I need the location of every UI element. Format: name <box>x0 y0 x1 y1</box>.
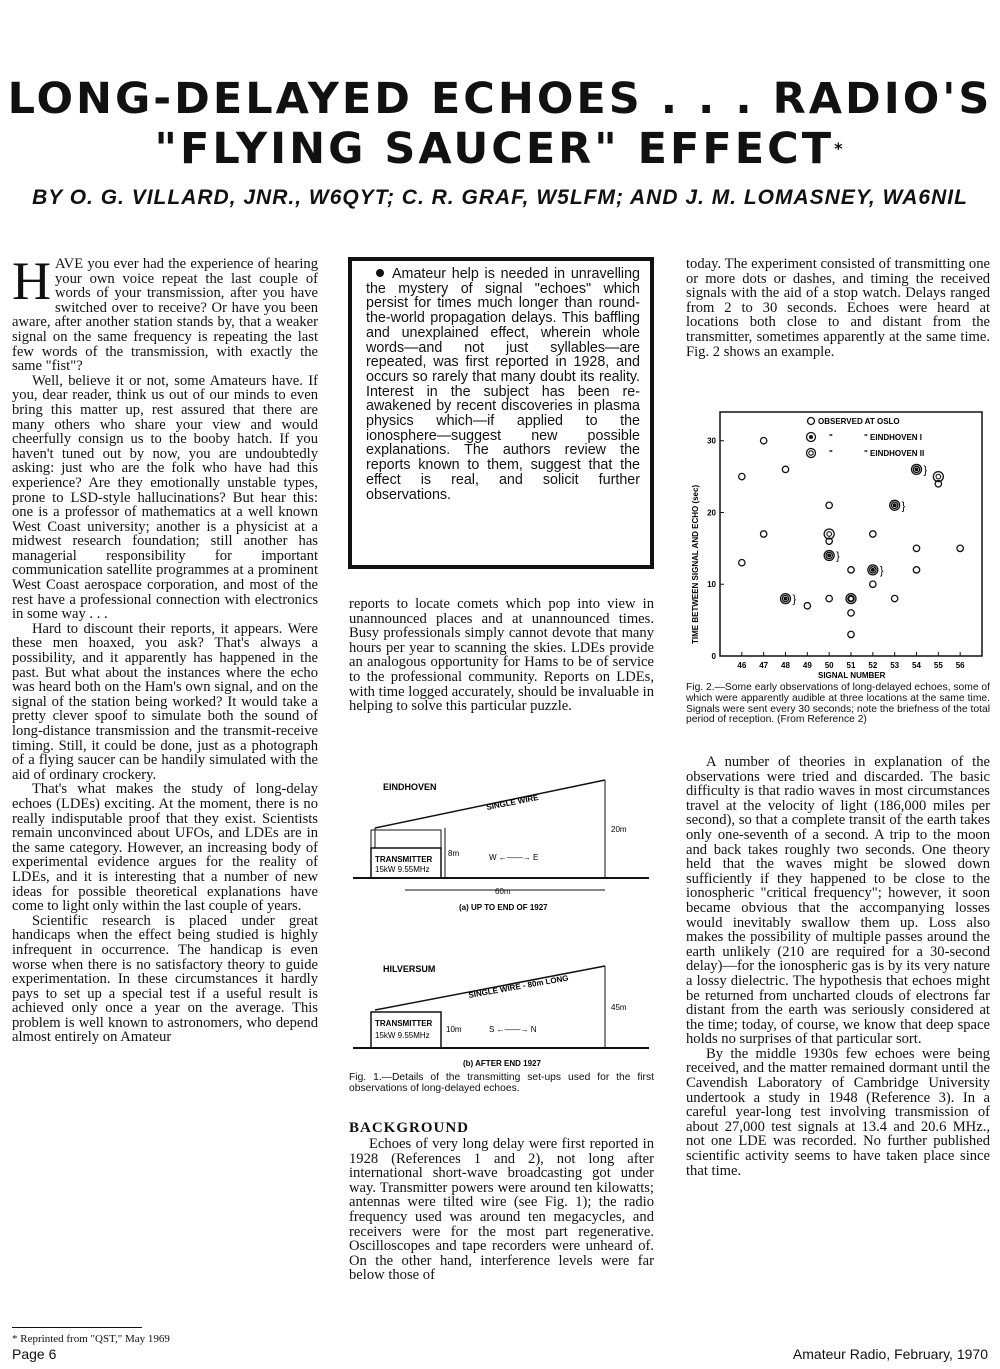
fig1b-tx-spec: 15kW 9.55MHz <box>375 1031 430 1040</box>
oslo-point <box>913 545 919 551</box>
oslo-point <box>804 603 810 609</box>
legend-e2-ditto: " <box>829 449 833 458</box>
x-tick-label: 56 <box>955 661 965 670</box>
oslo-point <box>826 502 832 508</box>
grouping-brace: } <box>901 500 906 513</box>
oslo-point <box>848 631 854 637</box>
fig1b-tx-label: TRANSMITTER <box>375 1019 433 1028</box>
col1-para-4: That's what makes the study of long-delay echoes (LDEs) exciting. At the moment, there is no really indisputable proof that they exist. Scientists remain unconvinced about UFOs, and LDEs are in the same category. However, an increasing body of experimental evidence argues for the reality of LDEs, and it is interesting that a number of new ideas for possible theoretical explanations have come to light only within the last couple of years. <box>12 781 318 915</box>
eindhoven-1-point-dot <box>893 503 897 507</box>
article-title-line-2-text: "FLYING SAUCER" EFFECT <box>154 124 835 174</box>
col3-para-2: A number of theories in explanation of the observations were tried and discarded. The basic difficulty is that radio waves in most circumstances travel at the velocity of light (186,000 miles per second), so that a complete transit of the earth takes only one-seventh of a second. A trip to the moon and back takes roughly two seconds. One theory held that the waves might be slowed down sufficiently if they happened to be close to the ionospheric "critical frequency"; however, it soon became obvious that the accompanying losses would inevitably swallow them up. Loss also makes the possibility of multiple passes around the earth unlikely (210 are required for a 30-second delay)—for the ionospheric gas is by its very nature a lossy dielectric. The hypothesis that echoes might be returned from uncharted clouds of electrons far distant from the earth was seriously considered at the time; today, of course, we know that deep space holds no surprises of that particular sort. <box>686 754 990 1048</box>
grouping-brace: } <box>836 550 840 563</box>
chart-ylabel: TIME BETWEEN SIGNAL AND ECHO (sec) <box>691 484 700 644</box>
fig1b-h-high: 45m <box>611 1003 627 1012</box>
eindhoven-1-point-dot <box>915 467 919 471</box>
column-2-bottom <box>349 1137 654 1283</box>
x-tick-label: 53 <box>890 661 900 670</box>
footnote: * Reprinted from "QST," May 1969 <box>12 1333 170 1345</box>
eindhoven-1-point-dot <box>827 554 831 558</box>
oslo-point <box>782 466 788 472</box>
eindhoven-1-point-dot <box>871 568 875 572</box>
x-tick-label: 55 <box>933 661 943 670</box>
eindhoven-1-point-dot <box>784 597 788 601</box>
legend-oslo-marker <box>808 418 815 425</box>
y-tick-label: 20 <box>707 508 716 518</box>
col2-para-1: reports to locate comets which pop into view in unannounced places and at unannounced times. Busy professionals simply cannot devote that many hours per year to scanning the skies. LDEs provide an analogous opportunity for Hams to be of service to the professional community. Reports on LDEs, with time logged accurately, should be invaluable in helping to solve this particular puzzle. <box>349 596 654 715</box>
legend-oslo: OBSERVED AT OSLO <box>818 417 900 426</box>
article-title-line-1: LONG-DELAYED ECHOES . . . RADIO'S <box>7 74 993 124</box>
x-tick-label: 51 <box>846 661 856 670</box>
column-2-top <box>349 597 654 714</box>
oslo-point <box>760 438 766 444</box>
fig1b-place: HILVERSUM <box>383 964 436 974</box>
legend-e2-marker-outer <box>807 449 816 458</box>
x-tick-label: 46 <box>737 661 747 670</box>
col3-para-1: today. The experiment consisted of transmitting one or more dots or dashes, and timing the received signals with the aid of a stop watch. Delays ranged from 2 to 30 seconds. Echoes were heard at locations both close to and distant from the transmitter, sometimes apparently at the same time. Fig. 2 shows an example. <box>686 256 990 360</box>
oslo-point <box>870 531 876 537</box>
col3-para-3: By the middle 1930s few echoes were being received, and the matter remained dormant until the Cavendish Laboratory of Cambridge University undertook a study in 1948 (Reference 3). In a careful year-long test involving transmission of about 27,000 test signals at 13.4 and 20.6 MHz., not one LDE was recorded. No further published scientific activity seems to have taken place since that time. <box>686 1045 990 1179</box>
fig1a-sub: (a) UP TO END OF 1927 <box>459 903 548 912</box>
col1-para-1-text: AVE you ever had the experience of hearing your own voice repeat the last couple of words of your transmission, after you have switched over to receive? Or have you been aware, after another station stands by, that a weaker signal on the same frequency is repeating the last few words of the transmission, with exactly the same "fist"? <box>12 256 318 375</box>
x-tick-label: 54 <box>912 661 921 670</box>
col1-para-1 <box>12 251 318 375</box>
fig1b-h-low: 10m <box>446 1025 462 1034</box>
oslo-point <box>848 567 854 573</box>
x-tick-label: 47 <box>759 661 769 670</box>
fig1b-sub: (b) AFTER END 1927 <box>463 1059 541 1068</box>
article-title-line-2 <box>0 124 1000 174</box>
oslo-point <box>826 595 832 601</box>
fig1a-building <box>371 830 441 848</box>
column-1 <box>12 251 318 1046</box>
summary-text: Amateur help is needed in unravelling the mystery of signal "echoes" which persist for times much longer than round-the-world propagation delays. This baffling and unexplained effect, wherein whole words—and not just syllables—are repeated, was first reported in 1928, and occurs so rarely that many doubt its reality. Interest in the subject has been re-awakened by recent discoveries in plasma physics which—if applied to the ionosphere—suggest new possible explanations. The authors review the reports known to them, suggest that the effect is real, and solicit further observations. <box>366 266 640 503</box>
fig1b-transmitter-box <box>371 1012 441 1048</box>
y-tick-label: 30 <box>707 436 716 446</box>
col1-para-5: Scientific research is placed under great handicaps when the effect being studied is highly infrequent in occurrence. The handicap is even worse when there is no satisfactory theory to guide experimentation. In these circumstances it hardly pays to set up a special test if a useful result is achieved only once a year on the average. This problem is well known to astronomers, who depend almost entirely on Amateur <box>12 912 318 1046</box>
legend-e2: " EINDHOVEN II <box>864 449 925 458</box>
eindhoven-2-point-inner <box>936 474 941 479</box>
oslo-point <box>870 581 876 587</box>
figure-1-caption: Fig. 1.—Details of the transmitting set-ups used for the first observations of long-delayed echoes. <box>349 1072 654 1094</box>
col1-para-2: Well, believe it or not, some Amateurs have. If you, dear reader, think us out of our minds to even bring this matter up, rest assured that there are many others who share your view and would cheerfully consign us to the booby hatch. If you haven't tuned out by now, you are undoubtedly asking: just who are the folk who have had this experience? Are they emotionally unstable types, prone to LSD-style hallucinations? But hear this: one is a professor of mathematics at a well known West Coast university; another is a physicist at a midwest research foundation; still another has managerial responsibility for important communication satellite programmes at a prominent West Coast aerospace corporation, and most of the rest have a professional connection with electronics in some way . . . <box>12 372 318 623</box>
title-footnote-mark: * <box>834 139 846 158</box>
x-tick-label: 49 <box>802 661 812 670</box>
legend-e1-marker-inner <box>809 435 813 439</box>
eindhoven-2-point-inner <box>849 596 854 601</box>
summary-box <box>348 257 654 569</box>
bullet-icon <box>376 269 384 277</box>
oslo-point <box>891 595 897 601</box>
fig1b-wire-label: SINGLE WIRE - 80m LONG <box>467 973 570 1000</box>
x-tick-label: 52 <box>868 661 878 670</box>
legend-e1-ditto: " <box>829 433 833 442</box>
chart-xlabel: SIGNAL NUMBER <box>818 671 886 680</box>
col1-para-3: Hard to discount their reports, it appears. Were these men hoaxed, you ask? That's always a possibility, and it apparently has happened in the past. But what about the instances where the echo was heard both on the Ham's own signal, and on the signal of the station being worked? It would take a pretty clever spoof to simulate both the sound of long-distance transmission and the transmit-receive timing. Still, it could be done, just as a photograph of a flying saucer can be handily simulated with the aid of ordinary crockery. <box>12 620 318 783</box>
fig1a-wire-label: SINGLE WIRE <box>485 793 540 812</box>
col2-para-2: Echoes of very long delay were first reported in 1928 (References 1 and 2), not long after international short-wave broadcasting got under way. Transmitter powers were around ten kilowatts; antennas were tilted wire (see Fig. 1); the radio frequency used was around ten megacycles, and receivers were for the most part regenerative. Oscilloscopes and tape recorders were unheard of. On the other hand, interference levels were far below those of <box>349 1136 654 1284</box>
chart-plot-area <box>707 412 982 670</box>
figure-1 <box>349 770 654 1075</box>
fig1a-direction: W ←——→ E <box>489 853 539 862</box>
x-tick-label: 48 <box>781 661 790 670</box>
legend-e2-marker-inner <box>809 451 813 455</box>
legend-e1: " EINDHOVEN I <box>864 433 923 442</box>
publication-footer: Amateur Radio, February, 1970 <box>792 1346 988 1362</box>
oslo-point <box>739 560 745 566</box>
y-tick-label: 0 <box>711 652 716 661</box>
grouping-brace: } <box>792 593 797 606</box>
x-tick-label: 50 <box>824 661 834 670</box>
oslo-point <box>739 473 745 479</box>
column-3-top <box>686 257 990 359</box>
drop-cap: H <box>12 251 51 311</box>
figure-2-chart <box>686 404 990 680</box>
oslo-point <box>848 610 854 616</box>
column-3-bottom <box>686 755 990 1178</box>
y-tick-label: 10 <box>707 580 716 590</box>
fig1a-tx-spec: 15kW 9.55MHz <box>375 865 430 874</box>
fig1b-direction: S ←——→ N <box>489 1025 537 1034</box>
grouping-brace: } <box>923 464 928 477</box>
oslo-point <box>957 545 963 551</box>
fig1a-tx-label: TRANSMITTER <box>375 855 433 864</box>
fig1a-len: 60m <box>495 887 511 896</box>
footnote-rule <box>12 1327 142 1328</box>
byline: BY O. G. VILLARD, JNR., W6QYT; C. R. GRAF, W5LFM; AND J. M. LOMASNEY, WA6NIL <box>32 186 968 209</box>
chart-frame <box>720 412 982 656</box>
grouping-brace: } <box>879 564 884 577</box>
figure-2-caption: Fig. 2.—Some early observations of long-delayed echoes, some of which were apparently audible at three locations at the same time. Signals were sent every 30 seconds; note the briefness of the total period of reception. (From Reference 2) <box>686 682 990 726</box>
fig1a-place: EINDHOVEN <box>383 782 437 792</box>
oslo-point <box>760 531 766 537</box>
page-number: Page 6 <box>12 1346 57 1362</box>
eindhoven-2-point-inner <box>827 532 832 537</box>
fig1a-h-high: 20m <box>611 825 627 834</box>
oslo-point <box>913 567 919 573</box>
fig1a-h-low: 8m <box>448 849 460 858</box>
section-heading-background: BACKGROUND <box>349 1120 470 1136</box>
